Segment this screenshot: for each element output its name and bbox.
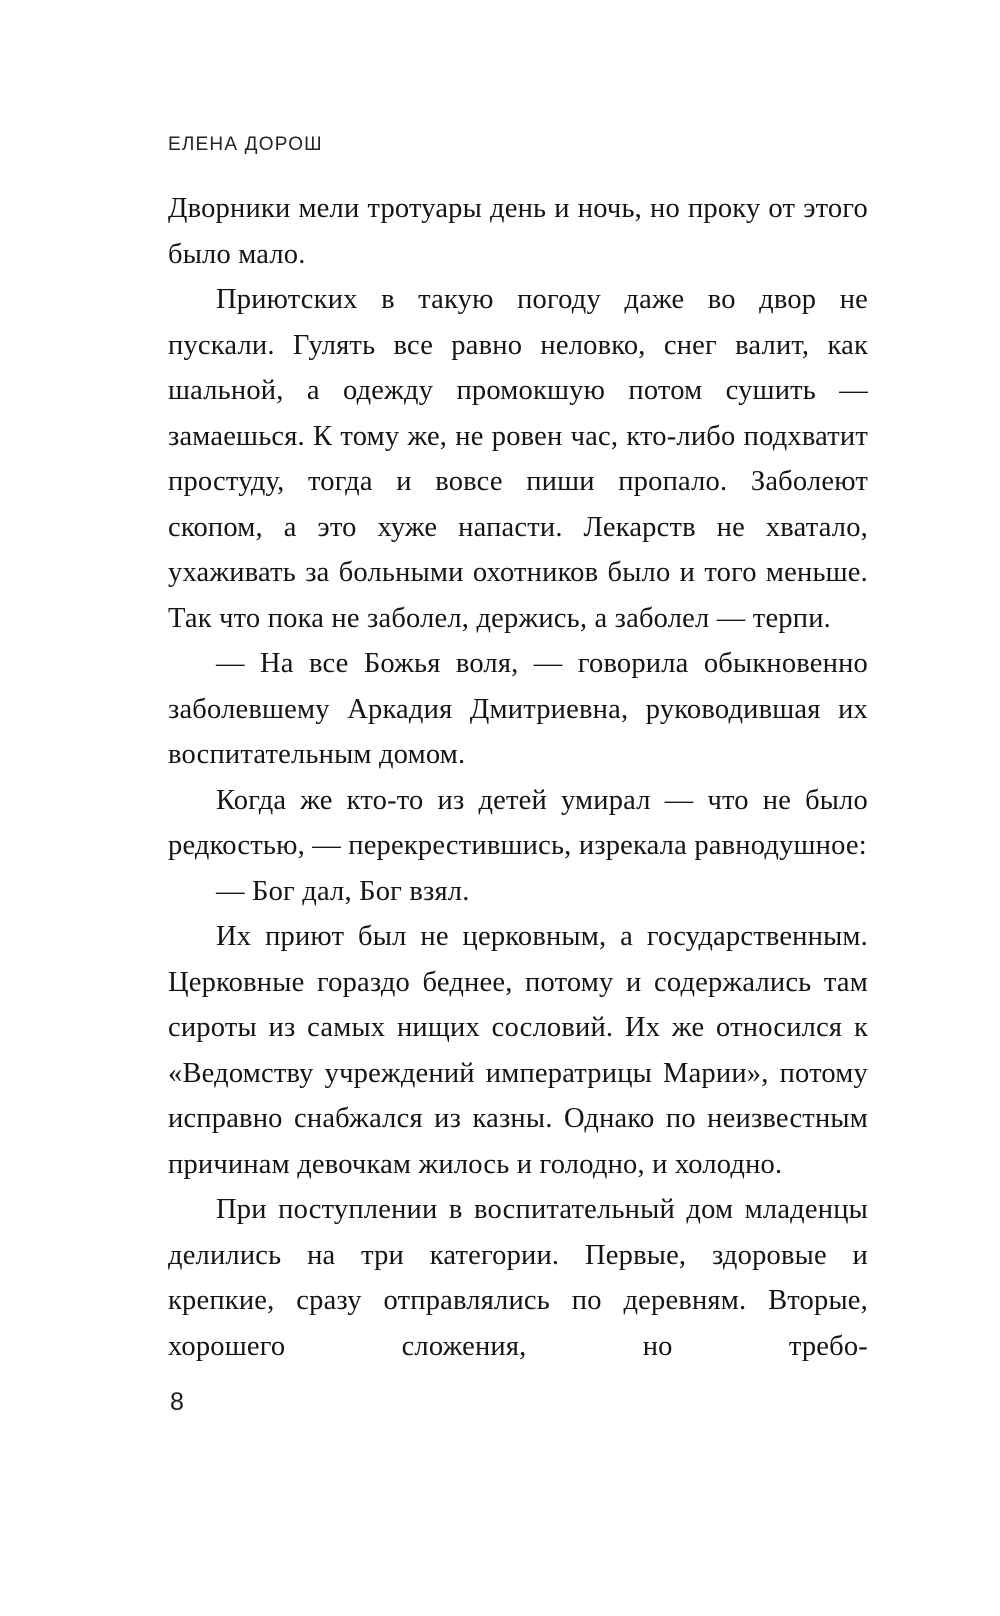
- running-head-author: ЕЛЕНА ДОРОШ: [168, 134, 323, 155]
- paragraph: При поступлении в воспитательный дом младенцы делились на три категории. Первые, здоровые и крепкие, сразу отправлялись по деревням. Вторые, хорошего сложения, но требо-: [168, 1194, 868, 1362]
- page-number: 8: [170, 1388, 184, 1416]
- page-body-text: [168, 186, 868, 1369]
- paragraph: Когда же кто-то из детей умирал — что не было редкостью, — перекрестившись, изрекала равнодушное:: [168, 784, 868, 861]
- paragraph: — На все Божья воля, — говорила обыкновенно заболевшему Аркадия Дмитриевна, руководившая их воспитательным домом.: [168, 648, 868, 770]
- paragraph: Дворники мели тротуары день и ночь, но проку от этого было мало.: [168, 193, 868, 270]
- paragraph: Приютских в такую погоду даже во двор не пускали. Гулять все равно неловко, снег валит, как шальной, а одежду промокшую потом сушить — замаешься. К тому же, не ровен час, кто-либо подхватит простуду, тогда и вовсе пиши пропало. Заболеют скопом, а это хуже напасти. Лекарств не хватало, ухаживать за больными охотников было и того меньше. Так что пока не заболел, держись, а заболел — терпи.: [168, 284, 868, 634]
- paragraph: Их приют был не церковным, а государственным. Церковные гораздо беднее, потому и содержались там сироты из самых нищих сословий. Их же относился к «Ведомству учреждений императрицы Марии», потому исправно снабжался из казны. Однако по неизвестным причинам девочкам жилось и голодно, и холодно.: [168, 921, 868, 1180]
- paragraph: — Бог дал, Бог взял.: [216, 875, 470, 907]
